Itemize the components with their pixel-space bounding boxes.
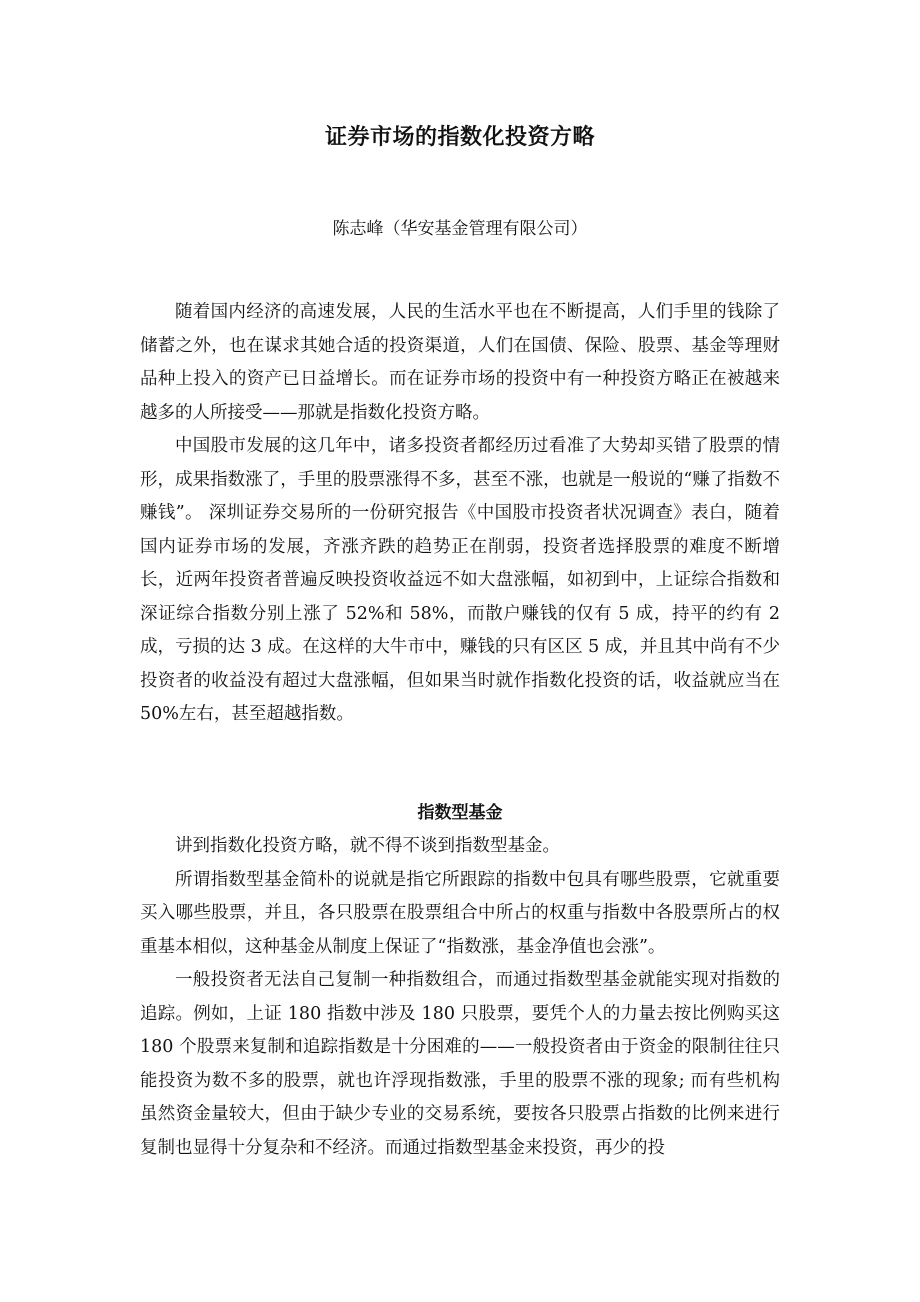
intro-section [140, 296, 780, 732]
index-fund-section [140, 830, 780, 1165]
document-title: 证券市场的指数化投资方略 [324, 124, 595, 150]
section-heading: 指数型基金 [417, 803, 503, 823]
paragraph: 讲到指数化投资方略，就不得不谈到指数型基金。 [175, 836, 560, 856]
paragraph: 中国股市发展的这几年中，诸多投资者都经历过看准了大势却买错了股票的情形，成果指数涨了，手里的股票涨得不多，甚至不涨，也就是一般说的“赚了指数不赚钱”。 深圳证券交易所的一份研究报告《中国股市投资者状况调查》表白，随着国内证券市场的发展，齐涨齐跌的趋势正在削弱，投资者选择股票的难度不断增长，近两年投资者普遍反映投资收益远不如大盘涨幅，如初到中，上证综合指数和深证综合指数分别上涨了 52%和 58%，而散户赚钱的仅有 5 成，持平的约有 2 成，亏损的达 3 成。在这样的大牛市中，赚钱的只有区区 5 成，并且其中尚有不少投资者的收益没有超过大盘涨幅，但如果当时就作指数化投资的话，收益就应当在 50%左右，甚至超越指数。 [140, 436, 780, 724]
author-line: 陈志峰（华安基金管理有限公司） [332, 219, 588, 239]
paragraph: 所谓指数型基金简朴的说就是指它所跟踪的指数中包具有哪些股票，它就重要买入哪些股票，并且，各只股票在股票组合中所占的权重与指数中各股票所占的权重基本相似，这种基金从制度上保证了“指数涨，基金净值也会涨”。 [140, 869, 780, 957]
paragraph: 随着国内经济的高速发展，人民的生活水平也在不断提高，人们手里的钱除了储蓄之外，也在谋求其她合适的投资渠道，人们在国债、保险、股票、基金等理财品种上投入的资产已日益增长。而在证券市场的投资中有一种投资方略正在被越来越多的人所接受——那就是指数化投资方略。 [140, 302, 780, 423]
paragraph: 一般投资者无法自己复制一种指数组合，而通过指数型基金就能实现对指数的追踪。例如，上证 180 指数中涉及 180 只股票，要凭个人的力量去按比例购买这 180 个股票来复制和追踪指数是十分困难的——一般投资者由于资金的限制往往只能投资为数不多的股票，就也许浮现指数涨，手里的股票不涨的现象; 而有些机构虽然资金量较大，但由于缺少专业的交易系统，要按各只股票占指数的比例来进行复制也显得十分复杂和不经济。而通过指数型基金来投资，再少的投 [140, 970, 780, 1158]
